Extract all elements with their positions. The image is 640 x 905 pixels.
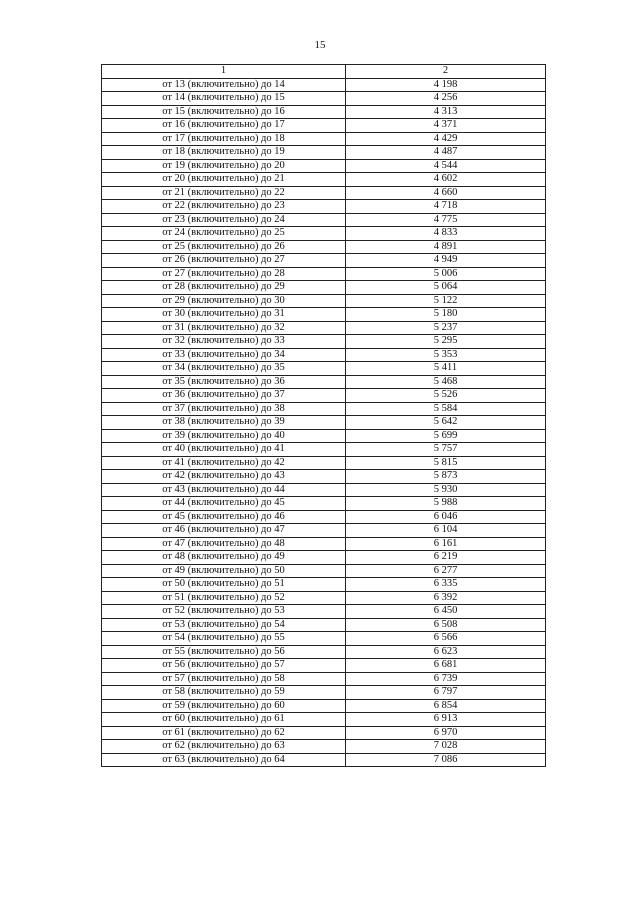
amount-cell: 4 718 xyxy=(346,200,546,214)
table-row xyxy=(102,92,546,106)
amount-cell: 5 411 xyxy=(346,362,546,376)
range-cell: от 17 (включительно) до 18 xyxy=(102,132,346,146)
range-cell: от 41 (включительно) до 42 xyxy=(102,456,346,470)
amount-cell: 5 468 xyxy=(346,375,546,389)
amount-cell: 6 913 xyxy=(346,713,546,727)
range-cell: от 34 (включительно) до 35 xyxy=(102,362,346,376)
amount-cell: 5 180 xyxy=(346,308,546,322)
table-row xyxy=(102,578,546,592)
range-cell: от 39 (включительно) до 40 xyxy=(102,429,346,443)
amount-cell: 4 833 xyxy=(346,227,546,241)
amount-cell: 5 237 xyxy=(346,321,546,335)
range-cell: от 57 (включительно) до 58 xyxy=(102,672,346,686)
amount-cell: 6 277 xyxy=(346,564,546,578)
table-row xyxy=(102,146,546,160)
column-header-1: 1 xyxy=(102,65,346,79)
table-row xyxy=(102,105,546,119)
table-row xyxy=(102,551,546,565)
range-cell: от 54 (включительно) до 55 xyxy=(102,632,346,646)
table-row xyxy=(102,173,546,187)
table-row xyxy=(102,119,546,133)
amount-cell: 4 660 xyxy=(346,186,546,200)
table-row xyxy=(102,267,546,281)
table-row xyxy=(102,254,546,268)
table-header xyxy=(102,65,546,79)
amount-cell: 5 642 xyxy=(346,416,546,430)
range-cell: от 44 (включительно) до 45 xyxy=(102,497,346,511)
amount-cell: 5 353 xyxy=(346,348,546,362)
amount-cell: 6 797 xyxy=(346,686,546,700)
table-row xyxy=(102,686,546,700)
range-cell: от 20 (включительно) до 21 xyxy=(102,173,346,187)
table-row xyxy=(102,281,546,295)
amount-cell: 6 046 xyxy=(346,510,546,524)
table-row xyxy=(102,591,546,605)
table-row xyxy=(102,537,546,551)
range-cell: от 59 (включительно) до 60 xyxy=(102,699,346,713)
range-cell: от 49 (включительно) до 50 xyxy=(102,564,346,578)
range-cell: от 14 (включительно) до 15 xyxy=(102,92,346,106)
table-row xyxy=(102,740,546,754)
amount-cell: 6 566 xyxy=(346,632,546,646)
table-row xyxy=(102,213,546,227)
table-row xyxy=(102,443,546,457)
range-cell: от 45 (включительно) до 46 xyxy=(102,510,346,524)
range-cell: от 51 (включительно) до 52 xyxy=(102,591,346,605)
range-cell: от 60 (включительно) до 61 xyxy=(102,713,346,727)
amount-cell: 7 028 xyxy=(346,740,546,754)
table-row xyxy=(102,510,546,524)
table-row xyxy=(102,524,546,538)
table-row xyxy=(102,402,546,416)
table-row xyxy=(102,645,546,659)
table-body xyxy=(102,78,546,767)
range-cell: от 31 (включительно) до 32 xyxy=(102,321,346,335)
range-cell: от 36 (включительно) до 37 xyxy=(102,389,346,403)
column-header-2: 2 xyxy=(346,65,546,79)
range-cell: от 47 (включительно) до 48 xyxy=(102,537,346,551)
amount-cell: 5 988 xyxy=(346,497,546,511)
table-row xyxy=(102,618,546,632)
amount-cell: 6 335 xyxy=(346,578,546,592)
table-row xyxy=(102,294,546,308)
table-row xyxy=(102,429,546,443)
amount-cell: 4 429 xyxy=(346,132,546,146)
range-cell: от 22 (включительно) до 23 xyxy=(102,200,346,214)
range-cell: от 35 (включительно) до 36 xyxy=(102,375,346,389)
range-cell: от 13 (включительно) до 14 xyxy=(102,78,346,92)
range-cell: от 42 (включительно) до 43 xyxy=(102,470,346,484)
table-row xyxy=(102,240,546,254)
table-row xyxy=(102,659,546,673)
range-cell: от 24 (включительно) до 25 xyxy=(102,227,346,241)
table-header-row xyxy=(102,65,546,79)
table-row xyxy=(102,227,546,241)
range-cell: от 52 (включительно) до 53 xyxy=(102,605,346,619)
page-number: 15 xyxy=(314,39,326,51)
range-cell: от 32 (включительно) до 33 xyxy=(102,335,346,349)
amount-cell: 5 006 xyxy=(346,267,546,281)
range-cell: от 46 (включительно) до 47 xyxy=(102,524,346,538)
range-cell: от 18 (включительно) до 19 xyxy=(102,146,346,160)
table-row xyxy=(102,78,546,92)
table-row xyxy=(102,605,546,619)
range-cell: от 55 (включительно) до 56 xyxy=(102,645,346,659)
amount-cell: 6 508 xyxy=(346,618,546,632)
table-row xyxy=(102,308,546,322)
table-row xyxy=(102,375,546,389)
amount-cell: 4 313 xyxy=(346,105,546,119)
range-cell: от 61 (включительно) до 62 xyxy=(102,726,346,740)
amount-cell: 5 815 xyxy=(346,456,546,470)
table-row xyxy=(102,389,546,403)
table-row xyxy=(102,470,546,484)
amount-cell: 6 104 xyxy=(346,524,546,538)
amount-cell: 4 371 xyxy=(346,119,546,133)
amount-cell: 4 949 xyxy=(346,254,546,268)
range-cell: от 16 (включительно) до 17 xyxy=(102,119,346,133)
amount-cell: 4 602 xyxy=(346,173,546,187)
range-cell: от 19 (включительно) до 20 xyxy=(102,159,346,173)
range-cell: от 58 (включительно) до 59 xyxy=(102,686,346,700)
amount-cell: 5 584 xyxy=(346,402,546,416)
amount-cell: 5 699 xyxy=(346,429,546,443)
range-cell: от 50 (включительно) до 51 xyxy=(102,578,346,592)
amount-cell: 4 256 xyxy=(346,92,546,106)
range-cell: от 21 (включительно) до 22 xyxy=(102,186,346,200)
amount-cell: 6 450 xyxy=(346,605,546,619)
range-cell: от 30 (включительно) до 31 xyxy=(102,308,346,322)
amount-cell: 5 295 xyxy=(346,335,546,349)
amount-cell: 6 739 xyxy=(346,672,546,686)
table-row xyxy=(102,632,546,646)
table-row xyxy=(102,713,546,727)
table-row xyxy=(102,200,546,214)
table-row xyxy=(102,564,546,578)
amount-cell: 5 122 xyxy=(346,294,546,308)
range-cell: от 38 (включительно) до 39 xyxy=(102,416,346,430)
table-row xyxy=(102,348,546,362)
amount-cell: 6 970 xyxy=(346,726,546,740)
amount-cell: 5 873 xyxy=(346,470,546,484)
table-row xyxy=(102,335,546,349)
amount-cell: 5 526 xyxy=(346,389,546,403)
amount-cell: 6 219 xyxy=(346,551,546,565)
amount-cell: 7 086 xyxy=(346,753,546,767)
table-row xyxy=(102,672,546,686)
amount-cell: 4 891 xyxy=(346,240,546,254)
range-cell: от 15 (включительно) до 16 xyxy=(102,105,346,119)
table-row xyxy=(102,159,546,173)
table-row xyxy=(102,416,546,430)
range-cell: от 62 (включительно) до 63 xyxy=(102,740,346,754)
amount-cell: 6 623 xyxy=(346,645,546,659)
amount-cell: 6 161 xyxy=(346,537,546,551)
range-cell: от 40 (включительно) до 41 xyxy=(102,443,346,457)
amount-cell: 5 930 xyxy=(346,483,546,497)
table-row xyxy=(102,497,546,511)
amount-cell: 4 544 xyxy=(346,159,546,173)
table-row xyxy=(102,699,546,713)
table-row xyxy=(102,132,546,146)
range-cell: от 33 (включительно) до 34 xyxy=(102,348,346,362)
range-cell: от 28 (включительно) до 29 xyxy=(102,281,346,295)
range-cell: от 26 (включительно) до 27 xyxy=(102,254,346,268)
range-cell: от 63 (включительно) до 64 xyxy=(102,753,346,767)
table-row xyxy=(102,321,546,335)
amount-cell: 4 775 xyxy=(346,213,546,227)
amount-cell: 5 064 xyxy=(346,281,546,295)
amount-cell: 4 198 xyxy=(346,78,546,92)
value-table xyxy=(101,64,546,767)
range-cell: от 27 (включительно) до 28 xyxy=(102,267,346,281)
amount-cell: 4 487 xyxy=(346,146,546,160)
range-cell: от 23 (включительно) до 24 xyxy=(102,213,346,227)
table-row xyxy=(102,726,546,740)
table-row xyxy=(102,362,546,376)
table-row xyxy=(102,186,546,200)
range-cell: от 53 (включительно) до 54 xyxy=(102,618,346,632)
amount-cell: 6 681 xyxy=(346,659,546,673)
table-row xyxy=(102,483,546,497)
amount-cell: 6 854 xyxy=(346,699,546,713)
range-cell: от 37 (включительно) до 38 xyxy=(102,402,346,416)
table-row xyxy=(102,753,546,767)
range-cell: от 25 (включительно) до 26 xyxy=(102,240,346,254)
range-cell: от 29 (включительно) до 30 xyxy=(102,294,346,308)
range-cell: от 56 (включительно) до 57 xyxy=(102,659,346,673)
table-row xyxy=(102,456,546,470)
amount-cell: 6 392 xyxy=(346,591,546,605)
amount-cell: 5 757 xyxy=(346,443,546,457)
range-cell: от 48 (включительно) до 49 xyxy=(102,551,346,565)
range-cell: от 43 (включительно) до 44 xyxy=(102,483,346,497)
